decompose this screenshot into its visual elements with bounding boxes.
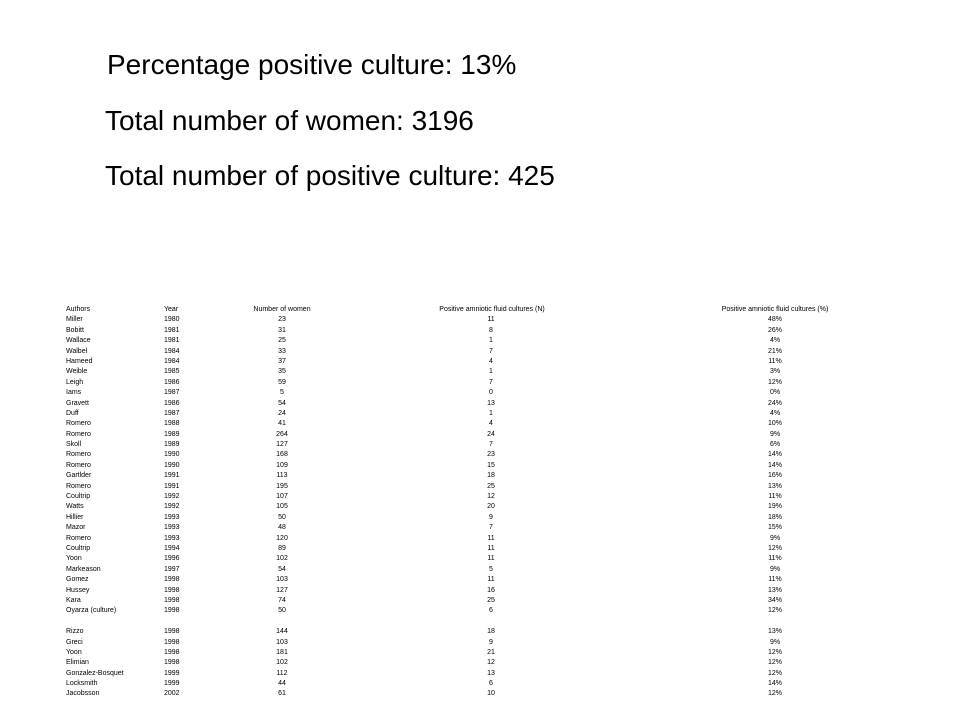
cell-author: Yoon — [66, 648, 82, 656]
cell-positive-cultures-pct-text: 9% — [769, 565, 781, 573]
cell-author: Gomez — [66, 576, 89, 584]
cell-author: Coultrip — [66, 493, 91, 501]
cell-positive-cultures-pct-text: 4% — [769, 409, 781, 417]
cell-year: 2002 — [164, 690, 180, 698]
table-row — [0, 450, 960, 460]
cell-author: Hillier — [66, 513, 84, 521]
cell-year: 1981 — [164, 326, 180, 334]
cell-positive-cultures-n-text: 11 — [487, 544, 495, 552]
cell-positive-cultures-pct-text: 13% — [767, 482, 783, 490]
cell-positive-cultures-pct-text: 18% — [767, 513, 783, 521]
total-number-of-women: Total number of women: 3196 — [105, 105, 474, 136]
table-row — [0, 492, 960, 502]
cell-year: 1993 — [164, 513, 180, 521]
cell-positive-cultures-n-text: 21 — [487, 648, 495, 656]
cell-author: Romero — [66, 451, 91, 459]
cell-number-of-women-text: 74 — [278, 596, 286, 604]
cell-positive-cultures-pct-text: 13% — [767, 586, 783, 594]
cell-author: Markeason — [66, 565, 101, 573]
cell-year: 1989 — [164, 430, 180, 438]
cell-author: Skoll — [66, 441, 82, 449]
cell-number-of-women-text: 59 — [278, 378, 286, 386]
table-row — [0, 554, 960, 564]
cell-author: Romero — [66, 420, 91, 428]
cell-author: Mazor — [66, 524, 86, 532]
cell-positive-cultures-n-text: 8 — [489, 326, 493, 334]
table-row — [0, 669, 960, 679]
table-row — [0, 430, 960, 440]
cell-year: 1992 — [164, 493, 180, 501]
cell-year: 1994 — [164, 544, 180, 552]
cell-year: 1998 — [164, 586, 180, 594]
cell-positive-cultures-n-text: 7 — [489, 441, 493, 449]
cell-author: Romero — [66, 534, 91, 542]
cell-positive-cultures-n-text: 1 — [489, 409, 493, 417]
cell-positive-cultures-pct-text: 9% — [769, 430, 781, 438]
cell-positive-cultures-pct-text: 24% — [767, 399, 783, 407]
cell-number-of-women-text: 61 — [278, 690, 286, 698]
cell-year: 1998 — [164, 576, 180, 584]
cell-year: 1989 — [164, 441, 180, 449]
cell-number-of-women-text: 103 — [276, 576, 288, 584]
cell-positive-cultures-n-text: 13 — [487, 669, 495, 677]
cell-year: 1999 — [164, 680, 180, 688]
cell-author: Miller — [66, 316, 83, 324]
cell-number-of-women-text: 35 — [278, 368, 286, 376]
cell-author: Oyarza (culture) — [66, 607, 117, 615]
table-row — [0, 575, 960, 585]
table-row — [0, 689, 960, 699]
table-row — [0, 513, 960, 523]
table-row — [0, 482, 960, 492]
cell-number-of-women-text: 37 — [278, 357, 286, 365]
cell-number-of-women-text: 144 — [276, 628, 288, 636]
cell-positive-cultures-pct-text: 4% — [769, 337, 781, 345]
cell-author: Rizzo — [66, 628, 84, 636]
cell-year: 1992 — [164, 503, 180, 511]
cell-number-of-women-text: 127 — [276, 586, 288, 594]
cell-number-of-women-text: 102 — [276, 659, 288, 667]
table-header-row — [0, 305, 960, 315]
cell-number-of-women-text: 25 — [278, 337, 286, 345]
cell-positive-cultures-n-text: 11 — [487, 576, 495, 584]
cell-year: 1990 — [164, 451, 180, 459]
table-row — [0, 471, 960, 481]
cell-number-of-women-text: 112 — [276, 669, 288, 677]
cell-positive-cultures-n-text: 1 — [489, 368, 493, 376]
cell-author: Jacobsson — [66, 690, 100, 698]
cell-author: Wallace — [66, 337, 91, 345]
cell-positive-cultures-n-text: 6 — [489, 607, 493, 615]
cell-number-of-women-text: 127 — [276, 441, 288, 449]
table-row — [0, 638, 960, 648]
cell-number-of-women-text: 113 — [276, 472, 288, 480]
studies-table — [0, 305, 960, 700]
cell-year: 1987 — [164, 389, 180, 397]
total-number-of-positive-culture: Total number of positive culture: 425 — [105, 160, 555, 191]
table-row — [0, 419, 960, 429]
cell-positive-cultures-n-text: 15 — [487, 461, 495, 469]
cell-number-of-women-text: 168 — [276, 451, 288, 459]
cell-positive-cultures-pct-text: 15% — [767, 524, 783, 532]
cell-number-of-women-text: 120 — [276, 534, 288, 542]
cell-author: Gartlder — [66, 472, 92, 480]
cell-year: 1980 — [164, 316, 180, 324]
cell-positive-cultures-pct-text: 19% — [767, 503, 783, 511]
cell-positive-cultures-n-text: 18 — [487, 472, 495, 480]
table-row — [0, 596, 960, 606]
cell-year: 1998 — [164, 596, 180, 604]
cell-positive-cultures-pct-text: 10% — [767, 420, 783, 428]
cell-year: 1985 — [164, 368, 180, 376]
cell-year: 1998 — [164, 659, 180, 667]
table-row — [0, 544, 960, 554]
cell-positive-cultures-n-text: 7 — [489, 378, 493, 386]
table-row — [0, 648, 960, 658]
cell-year: 1993 — [164, 524, 180, 532]
cell-author: Weible — [66, 368, 88, 376]
cell-author: Walbel — [66, 347, 88, 355]
cell-positive-cultures-pct-text: 9% — [769, 534, 781, 542]
cell-positive-cultures-n-text: 5 — [489, 565, 493, 573]
table-row — [0, 388, 960, 398]
table-row — [0, 502, 960, 512]
cell-author: Hussey — [66, 586, 90, 594]
cell-author: Iams — [66, 389, 82, 397]
table-row — [0, 378, 960, 388]
cell-author: Duff — [66, 409, 79, 417]
header-positive-cultures-n-text: Positive amniotic fluid cultures (N) — [439, 306, 545, 313]
cell-year: 1981 — [164, 337, 180, 345]
cell-positive-cultures-pct-text: 12% — [767, 669, 783, 677]
table-row — [0, 679, 960, 689]
cell-year: 1991 — [164, 482, 180, 490]
cell-number-of-women-text: 264 — [276, 430, 288, 438]
cell-positive-cultures-pct-text: 0% — [769, 389, 781, 397]
cell-positive-cultures-pct-text: 11% — [768, 576, 782, 584]
table-row — [0, 336, 960, 346]
cell-positive-cultures-pct-text: 14% — [767, 461, 783, 469]
cell-author: Bobitt — [66, 326, 84, 334]
cell-positive-cultures-n-text: 11 — [487, 316, 495, 324]
cell-positive-cultures-pct-text: 14% — [767, 451, 783, 459]
cell-positive-cultures-pct-text: 12% — [767, 648, 783, 656]
cell-year: 1998 — [164, 607, 180, 615]
header-number-of-women-text: Number of women — [253, 306, 311, 313]
cell-year: 1999 — [164, 669, 180, 677]
cell-positive-cultures-n-text: 13 — [487, 399, 495, 407]
cell-author: Hameed — [66, 357, 93, 365]
cell-author: Greci — [66, 638, 83, 646]
cell-positive-cultures-pct-text: 12% — [767, 607, 783, 615]
cell-positive-cultures-pct-text: 11% — [768, 493, 782, 501]
table-row — [0, 315, 960, 325]
cell-number-of-women-text: 24 — [278, 409, 286, 417]
cell-author: Locksmith — [66, 680, 98, 688]
cell-author: Elimian — [66, 659, 89, 667]
percentage-positive-culture: Percentage positive culture: 13% — [107, 49, 517, 80]
cell-positive-cultures-n-text: 6 — [489, 680, 493, 688]
cell-positive-cultures-n-text: 7 — [489, 347, 493, 355]
cell-author: Coultrip — [66, 544, 91, 552]
header-authors: Authors — [66, 306, 91, 313]
cell-positive-cultures-pct-text: 13% — [767, 628, 783, 636]
cell-number-of-women-text: 195 — [276, 482, 288, 490]
table-row — [0, 523, 960, 533]
cell-author: Kara — [66, 596, 81, 604]
cell-positive-cultures-pct-text: 3% — [769, 368, 781, 376]
cell-number-of-women-text: 89 — [278, 544, 286, 552]
cell-year: 1986 — [164, 378, 180, 386]
cell-author: Leigh — [66, 378, 84, 386]
cell-author: Watts — [66, 503, 84, 511]
cell-positive-cultures-n-text: 0 — [489, 389, 493, 397]
cell-year: 1998 — [164, 628, 180, 636]
cell-year: 1993 — [164, 534, 180, 542]
cell-number-of-women-text: 23 — [278, 316, 286, 324]
cell-positive-cultures-pct-text: 12% — [767, 659, 783, 667]
cell-positive-cultures-n-text: 10 — [487, 690, 495, 698]
cell-author: Gonzalez-Bosquet — [66, 669, 124, 677]
cell-year: 1984 — [164, 357, 180, 365]
cell-year: 1990 — [164, 461, 180, 469]
cell-author: Yoon — [66, 555, 82, 563]
cell-author: Gravett — [66, 399, 89, 407]
table-row — [0, 357, 960, 367]
header-positive-cultures-pct-text: Positive amniotic fluid cultures (%) — [721, 306, 829, 313]
cell-number-of-women-text: 105 — [276, 503, 288, 511]
cell-year: 1997 — [164, 565, 180, 573]
table-row — [0, 347, 960, 357]
cell-number-of-women-text: 48 — [278, 524, 286, 532]
table-row-spacer — [0, 617, 960, 627]
cell-number-of-women-text: 109 — [276, 461, 288, 469]
cell-author: Romero — [66, 461, 91, 469]
cell-year: 1991 — [164, 472, 180, 480]
cell-positive-cultures-n-text: 25 — [487, 596, 495, 604]
cell-positive-cultures-pct-text: 12% — [767, 378, 783, 386]
cell-number-of-women-text: 102 — [276, 555, 288, 563]
cell-positive-cultures-pct-text: 14% — [767, 680, 783, 688]
cell-positive-cultures-n-text: 12 — [487, 659, 495, 667]
cell-positive-cultures-n-text: 25 — [487, 482, 495, 490]
table-row — [0, 658, 960, 668]
cell-year: 1998 — [164, 648, 180, 656]
cell-number-of-women-text: 107 — [276, 493, 288, 501]
cell-positive-cultures-n-text: 24 — [487, 430, 495, 438]
cell-positive-cultures-pct-text: 6% — [769, 441, 781, 449]
cell-positive-cultures-n-text: 18 — [487, 628, 495, 636]
cell-author: Romero — [66, 482, 91, 490]
cell-positive-cultures-n-text: 23 — [487, 451, 495, 459]
table-body — [0, 315, 960, 699]
cell-year: 1998 — [164, 638, 180, 646]
cell-positive-cultures-n-text: 4 — [489, 420, 493, 428]
cell-number-of-women-text: 41 — [278, 420, 286, 428]
table-row — [0, 627, 960, 637]
cell-positive-cultures-n-text: 11 — [487, 534, 495, 542]
cell-positive-cultures-n-text: 9 — [489, 513, 493, 521]
cell-positive-cultures-n-text: 9 — [489, 638, 493, 646]
cell-positive-cultures-pct-text: 11% — [768, 357, 782, 365]
cell-positive-cultures-pct-text: 12% — [767, 690, 783, 698]
cell-number-of-women-text: 44 — [278, 680, 286, 688]
cell-number-of-women-text: 5 — [280, 389, 284, 397]
cell-positive-cultures-pct-text: 21% — [767, 347, 783, 355]
header-year: Year — [164, 306, 179, 313]
table-row — [0, 399, 960, 409]
table-row — [0, 326, 960, 336]
cell-year: 1988 — [164, 420, 180, 428]
cell-positive-cultures-pct-text: 12% — [767, 544, 783, 552]
cell-positive-cultures-n-text: 16 — [487, 586, 495, 594]
table-row — [0, 606, 960, 616]
table-row — [0, 461, 960, 471]
cell-positive-cultures-n-text: 4 — [489, 357, 493, 365]
table-row — [0, 367, 960, 377]
cell-positive-cultures-pct-text: 26% — [767, 326, 783, 334]
cell-number-of-women-text: 54 — [278, 565, 286, 573]
table-row — [0, 440, 960, 450]
table-row — [0, 534, 960, 544]
cell-positive-cultures-n-text: 1 — [489, 337, 493, 345]
cell-number-of-women-text: 31 — [278, 326, 286, 334]
cell-year: 1987 — [164, 409, 180, 417]
cell-number-of-women-text: 103 — [276, 638, 288, 646]
cell-positive-cultures-pct-text: 9% — [769, 638, 781, 646]
cell-year: 1984 — [164, 347, 180, 355]
table-row — [0, 565, 960, 575]
cell-positive-cultures-n-text: 12 — [487, 493, 495, 501]
cell-year: 1986 — [164, 399, 180, 407]
table-row — [0, 586, 960, 596]
cell-number-of-women-text: 181 — [276, 648, 288, 656]
cell-positive-cultures-pct-text: 16% — [767, 472, 783, 480]
cell-number-of-women-text: 33 — [278, 347, 286, 355]
cell-number-of-women-text: 50 — [278, 513, 286, 521]
cell-positive-cultures-pct-text: 11% — [768, 555, 782, 563]
cell-positive-cultures-n-text: 20 — [487, 503, 495, 511]
cell-positive-cultures-pct-text: 34% — [767, 596, 783, 604]
cell-positive-cultures-n-text: 7 — [489, 524, 493, 532]
cell-positive-cultures-pct-text: 48% — [767, 316, 783, 324]
cell-author: Romero — [66, 430, 91, 438]
table-row — [0, 409, 960, 419]
cell-year: 1996 — [164, 555, 180, 563]
cell-number-of-women-text: 54 — [278, 399, 286, 407]
cell-number-of-women-text: 50 — [278, 607, 286, 615]
cell-positive-cultures-n-text: 11 — [487, 555, 495, 563]
